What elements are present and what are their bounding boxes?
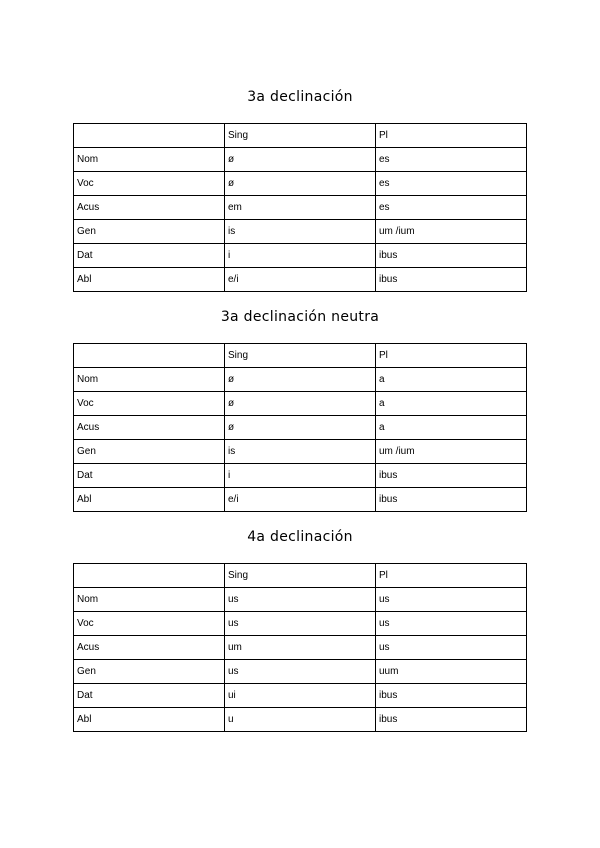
plural-cell: a — [376, 416, 527, 440]
singular-cell: is — [225, 220, 376, 244]
plural-cell: ibus — [376, 464, 527, 488]
table-header-row — [74, 124, 527, 148]
table-row — [74, 588, 527, 612]
plural-cell: es — [376, 148, 527, 172]
case-cell: Abl — [74, 488, 225, 512]
plural-cell: us — [376, 612, 527, 636]
singular-cell: ø — [225, 148, 376, 172]
plural-cell: ibus — [376, 244, 527, 268]
table-header-row — [74, 564, 527, 588]
header-cell-case — [74, 344, 225, 368]
table-row — [74, 172, 527, 196]
plural-cell: us — [376, 636, 527, 660]
table-row — [74, 612, 527, 636]
header-cell-plural: Pl — [376, 124, 527, 148]
case-cell: Voc — [74, 612, 225, 636]
singular-cell: us — [225, 612, 376, 636]
case-cell: Abl — [74, 268, 225, 292]
singular-cell: i — [225, 464, 376, 488]
case-cell: Nom — [74, 368, 225, 392]
table-row — [74, 708, 527, 732]
table-row — [74, 684, 527, 708]
table-row — [74, 220, 527, 244]
table-row — [74, 636, 527, 660]
singular-cell: is — [225, 440, 376, 464]
case-cell: Acus — [74, 196, 225, 220]
case-cell: Dat — [74, 244, 225, 268]
case-cell: Gen — [74, 220, 225, 244]
plural-cell: es — [376, 172, 527, 196]
case-cell: Nom — [74, 588, 225, 612]
plural-cell: um /ium — [376, 440, 527, 464]
header-cell-singular: Sing — [225, 124, 376, 148]
case-cell: Dat — [74, 464, 225, 488]
case-cell: Nom — [74, 148, 225, 172]
singular-cell: e/i — [225, 268, 376, 292]
declension-table — [73, 343, 527, 512]
plural-cell: us — [376, 588, 527, 612]
singular-cell: em — [225, 196, 376, 220]
header-cell-singular: Sing — [225, 344, 376, 368]
table-row — [74, 392, 527, 416]
section-title: 3a declinación — [247, 89, 353, 105]
table-row — [74, 244, 527, 268]
table-row — [74, 464, 527, 488]
section-title: 4a declinación — [247, 529, 353, 545]
case-cell: Gen — [74, 660, 225, 684]
plural-cell: es — [376, 196, 527, 220]
plural-cell: uum — [376, 660, 527, 684]
singular-cell: us — [225, 660, 376, 684]
plural-cell: um /ium — [376, 220, 527, 244]
singular-cell: ø — [225, 392, 376, 416]
case-cell: Voc — [74, 392, 225, 416]
header-cell-case — [74, 564, 225, 588]
table-header-row — [74, 344, 527, 368]
section-title: 3a declinación neutra — [220, 309, 380, 325]
plural-cell: a — [376, 368, 527, 392]
table-row — [74, 196, 527, 220]
header-cell-plural: Pl — [376, 564, 527, 588]
header-cell-singular: Sing — [225, 564, 376, 588]
singular-cell: i — [225, 244, 376, 268]
table-row — [74, 416, 527, 440]
singular-cell: ø — [225, 172, 376, 196]
table-row — [74, 268, 527, 292]
plural-cell: a — [376, 392, 527, 416]
plural-cell: ibus — [376, 684, 527, 708]
singular-cell: ui — [225, 684, 376, 708]
case-cell: Acus — [74, 416, 225, 440]
case-cell: Voc — [74, 172, 225, 196]
singular-cell: u — [225, 708, 376, 732]
table-row — [74, 440, 527, 464]
singular-cell: e/i — [225, 488, 376, 512]
table-row — [74, 488, 527, 512]
table-row — [74, 368, 527, 392]
case-cell: Acus — [74, 636, 225, 660]
case-cell: Dat — [74, 684, 225, 708]
declension-table — [73, 563, 527, 732]
singular-cell: ø — [225, 416, 376, 440]
header-cell-case — [74, 124, 225, 148]
plural-cell: ibus — [376, 268, 527, 292]
table-row — [74, 660, 527, 684]
singular-cell: us — [225, 588, 376, 612]
header-cell-plural: Pl — [376, 344, 527, 368]
case-cell: Abl — [74, 708, 225, 732]
declension-table — [73, 123, 527, 292]
singular-cell: ø — [225, 368, 376, 392]
plural-cell: ibus — [376, 488, 527, 512]
plural-cell: ibus — [376, 708, 527, 732]
case-cell: Gen — [74, 440, 225, 464]
table-row — [74, 148, 527, 172]
singular-cell: um — [225, 636, 376, 660]
